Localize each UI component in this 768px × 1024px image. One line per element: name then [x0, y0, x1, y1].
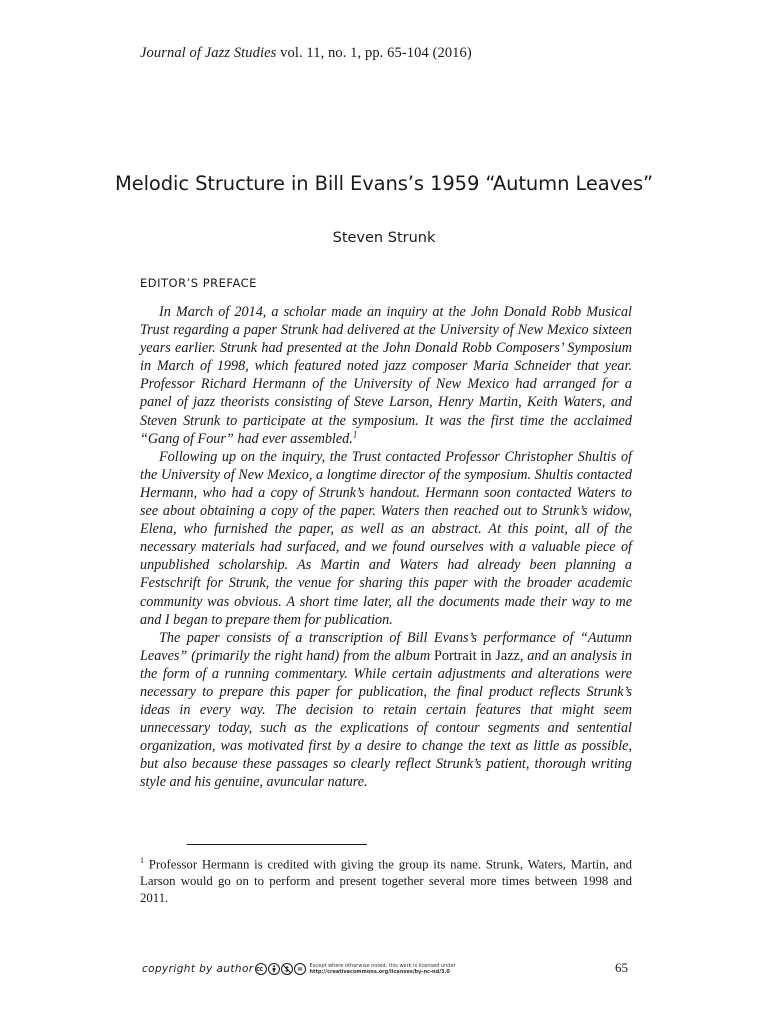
- article-body: [140, 303, 632, 792]
- license-link[interactable]: http://creativecommons.org/licenses/by-nc-nd/3.0: [309, 969, 450, 975]
- paragraph-3-text-start: The paper consists of a transcription of Bill Evans’s performance of “Autumn Leaves” (primarily the right hand) from the album: [140, 629, 632, 664]
- journal-volume-pages: vol. 11, no. 1, pp. 65-104 (2016): [276, 45, 472, 61]
- nd-icon: [294, 963, 306, 975]
- article-author: Steven Strunk: [332, 230, 436, 246]
- cc-license-icons[interactable]: [255, 963, 307, 975]
- nc-icon: [281, 963, 293, 975]
- paragraph-2: Following up on the inquiry, the Trust contacted Professor Christopher Shultis of the University of New Mexico, a longtime director of the symposium. Shultis contacted Hermann, who had a copy of Strunk’s handout. Hermann soon contacted Waters to see about obtaining a copy of the paper. Waters then reached out to Strunk’s widow, Elena, who furnished the paper, as well as an abstract. At this point, all of the necessary materials had surfaced, and we found ourselves with a valuable piece of unpublished scholarship. As Martin and Waters had already been planning a Festschrift for Strunk, the venue for sharing this paper with the broader academic community was obvious. A short time later, all the documents made their way to me and I began to prepare them for publication.: [140, 448, 632, 628]
- footer-copyright: [142, 958, 456, 980]
- page-number: 65: [615, 960, 628, 975]
- cc-icon: [255, 963, 267, 975]
- footnote: [140, 852, 632, 907]
- paragraph-3-text-end: , and an analysis in the form of a running commentary. While certain adjustments and alterations were necessary to prepare this paper for publication, the final product reflects Strunk’s ideas in every way. The decision to retain certain features that might seem unnecessary today, such as the explications of contour segments and sentential organization, was motivated first by a desire to change the text as little as possible, but also because these passages so clearly reflect Strunk’s patient, thorough writing style and his genuine, avuncular nature.: [140, 647, 632, 791]
- paragraph-1: [140, 303, 632, 448]
- footnote-marker: 1: [140, 856, 144, 865]
- album-title: Portrait in Jazz: [433, 647, 520, 664]
- section-heading: EDITOR’S PREFACE: [140, 276, 257, 290]
- paragraph-3: [140, 629, 632, 792]
- article-title: Melodic Structure in Bill Evans’s 1959 “Autumn Leaves”: [114, 172, 654, 195]
- footnote-text: Professor Hermann is credited with giving the group its name. Strunk, Waters, Martin, and Larson would go on to perform and present together several more times between 1998 and 2011.: [140, 857, 632, 906]
- footnote-divider: [187, 844, 367, 845]
- license-notice-text: Except where otherwise noted, this work is licensed under: [309, 963, 456, 969]
- journal-name: Journal of Jazz Studies: [140, 45, 277, 61]
- copyright-text: copyright by author: [142, 963, 254, 975]
- by-icon: [268, 963, 280, 975]
- paragraph-1-text: In March of 2014, a scholar made an inquiry at the John Donald Robb Musical Trust regarding a paper Strunk had delivered at the University of New Mexico sixteen years earlier. Strunk had presented at the John Donald Robb Composers’ Symposium in March of 1998, which featured noted jazz composer Maria Schneider that year. Professor Richard Hermann of the University of New Mexico had arranged for a panel of jazz theorists consisting of Steve Larson, Henry Martin, Keith Waters, and Steven Strunk to participate at the symposium. It was the first time the acclaimed “Gang of Four” had ever assembled.: [140, 304, 632, 447]
- footnote-reference[interactable]: 1: [352, 428, 358, 439]
- journal-citation: [140, 45, 472, 62]
- license-notice: [310, 963, 456, 975]
